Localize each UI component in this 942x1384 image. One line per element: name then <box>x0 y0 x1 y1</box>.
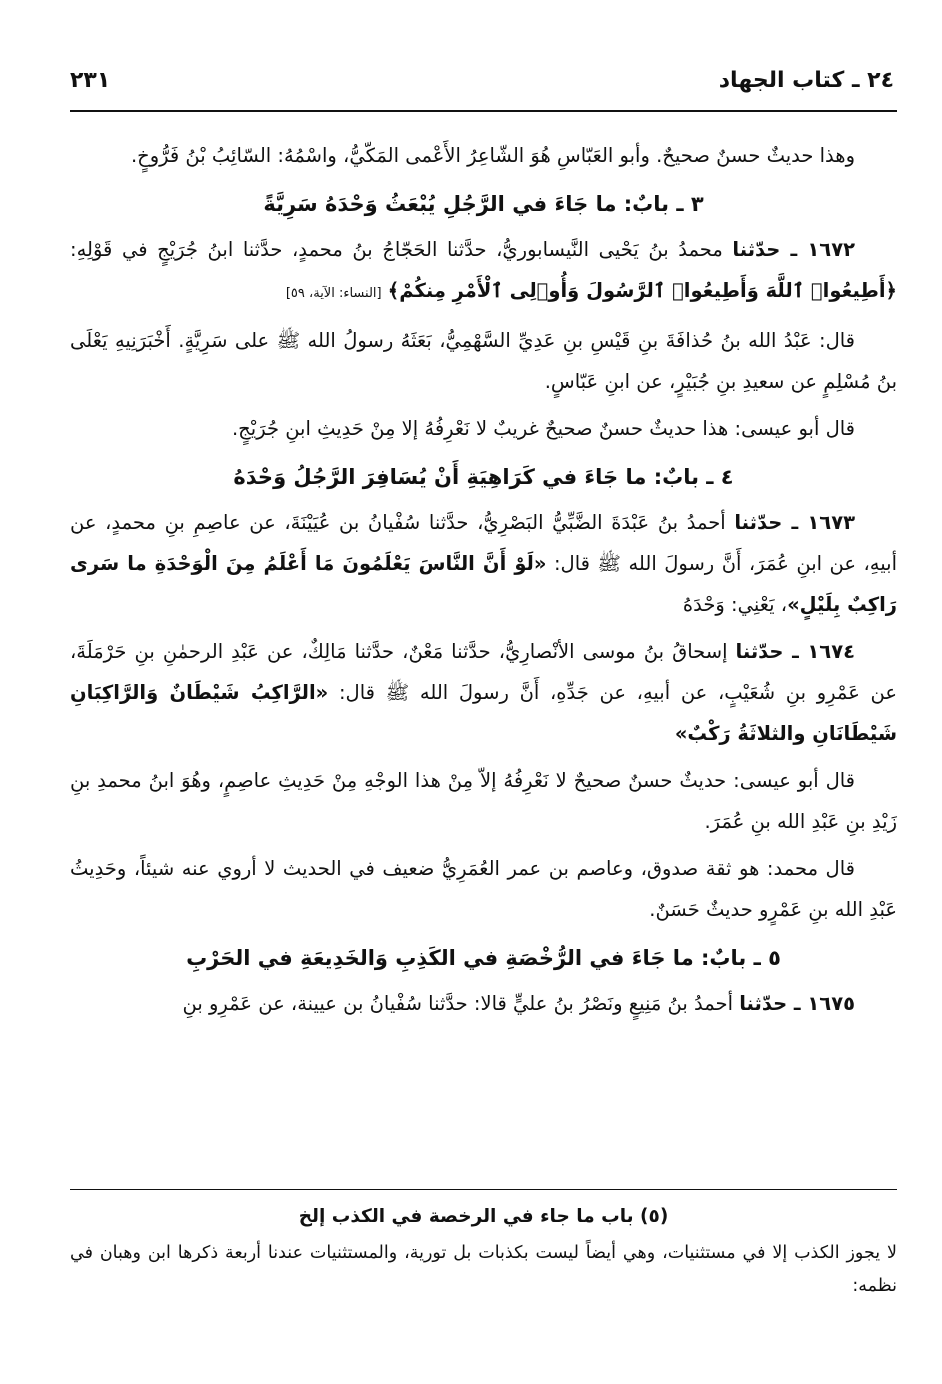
hadith-1673 <box>70 502 897 625</box>
hadith-quote: «لَوْ أَنَّ النَّاسَ يَعْلَمُونَ مَا أَعْلَمُ مِنَ الْوَحْدَةِ ما سَرى رَاكِبٌ بِلَيْلٍ» <box>70 552 897 616</box>
hadith-text: إسحاقُ بنُ موسى الأنْصارِيُّ، حدَّثنا مَعْنٌ، حدَّثنا مَالِكٌ، عن عَبْدِ الرحمٰنِ بنِ حَرْمَلَةَ، عن عَمْرِو بنِ شُعَيْبٍ، عن أبيهِ، عن جَدِّهِ، أَنَّ رسولَ الله ﷺ قال: <box>70 640 897 704</box>
header-rule <box>70 110 897 112</box>
hadith-text-end: ، يَعْنِي: وَحْدَهُ <box>682 593 788 616</box>
hadith-1674 <box>70 631 897 754</box>
hadith-1672-abu-isa: قال أبو عيسى: هذا حديثٌ حسنٌ صحيحٌ غريبٌ لا نَعْرِفُهُ إلا مِنْ حَدِيثِ ابنِ جُرَيْجٍ. <box>231 417 855 440</box>
hadith-text: أحمدُ بنُ عَبْدَةَ الضَّبِّيُّ البَصْرِيُّ، حدَّثنا سُفْيانُ بن عُيَيْنَةَ، عن عاصِمِ بنِ محمدٍ، عن أبيهِ، عن ابنِ عُمَرَ، أَنَّ رسولَ الله ﷺ قال: <box>70 511 897 575</box>
hadith-quote: «الرَّاكِبُ شَيْطَانٌ وَالرَّاكِبَانِ شَيْطَانَانِ والثلاثَةُ رَكْبٌ» <box>70 681 897 745</box>
page-header <box>70 62 894 98</box>
hadith-number: ١٦٧٢ ـ حدّثنا <box>732 238 855 261</box>
hadith-number: ١٦٧٣ ـ حدّثنا <box>734 511 856 534</box>
main-text <box>70 135 897 1030</box>
footnote-text: لا يجوز الكذب إلا في مستثنيات، وهي أيضاً ليست بكذبات بل تورية، والمستثنيات عندنا أربعة ذكرها ابن وهبان في نظمه: <box>70 1243 897 1296</box>
hadith-1674-abu-isa: قال أبو عيسى: حديثٌ حسنٌ صحيحٌ لا نَعْرِفُهُ إلاّ مِنْ هذا الوجْهِ مِنْ حَدِيثِ عاصِمٍ، وهُوَ ابنُ محمدِ بنِ زَيْدِ بنِ عَبْدِ الله بنِ عُمَرَ. <box>70 769 897 833</box>
hadith-text: محمدُ بنُ يَحْيى النَّيسابوريُّ، حدَّثنا الحَجّاجُ بنُ محمدٍ، حدَّثنا ابنُ جُرَيْجٍ في قَوْلِهِ: <box>70 238 723 261</box>
footnote-title: (٥) باب ما جاء في الرخصة في الكذب إلخ <box>298 1206 669 1227</box>
section-heading-3: ٣ ـ بابٌ: ما جَاءَ في الرَّجُلِ يُبْعَثُ وَحْدَهُ سَرِيَّةً <box>263 192 704 216</box>
chapter-title: ٢٤ ـ كتاب الجهاد <box>718 67 894 93</box>
hadith-number: ١٦٧٤ ـ حدّثنا <box>735 640 855 663</box>
hadith-1675 <box>70 983 897 1024</box>
footnote <box>70 1200 897 1303</box>
hadith-1672 <box>70 229 897 314</box>
section-heading-4: ٤ ـ بابٌ: ما جَاءَ في كَرَاهِيَةِ أَنْ يُسَافِرَ الرَّجُلُ وَحْدَهُ <box>233 465 734 489</box>
hadith-text: أحمدُ بنُ مَنِيعٍ ونَصْرُ بنُ عليٍّ قالا: حدَّثنا سُفْيانُ بن عيينة، عن عَمْرِو بنِ <box>182 992 734 1015</box>
verse-reference: [النساء: الآية، ٥٩] <box>285 286 382 301</box>
footnote-rule <box>70 1189 897 1190</box>
intro-paragraph: وهذا حديثٌ حسنٌ صحيحٌ. وأبو العَبّاسِ هُوَ الشّاعِرُ الأَعْمى المَكّيُّ، واسْمُهُ: السّائِبُ بْنُ فَرُّوخٍ. <box>130 144 855 167</box>
hadith-number: ١٦٧٥ ـ حدّثنا <box>739 992 855 1015</box>
quran-verse: ﴿أَطِيعُوا۟ ٱللَّهَ وَأَطِيعُوا۟ ٱلرَّسُولَ وَأُو۟لِى ٱلْأَمْرِ مِنكُمْ﴾ <box>387 279 897 302</box>
page-number: ٢٣١ <box>70 67 111 93</box>
hadith-1674-muhammad: قال محمد: هو ثقة صدوق، وعاصم بن عمر العُمَرِيُّ ضعيف في الحديث لا أروي عنه شيئاً، وحَدِيثُ عَبْدِ الله بنِ عَمْرٍو حديثٌ حَسَنٌ. <box>70 857 897 921</box>
section-heading-5: ٥ ـ بابٌ: ما جَاءَ في الرُّخْصَةِ في الكَذِبِ وَالخَدِيعَةِ في الحَرْبِ <box>186 946 781 970</box>
hadith-1672-commentary: قال: عَبْدُ الله بنُ حُذافَةَ بنِ قَيْسِ بنِ عَدِيِّ السَّهْمِيُّ، بَعَثَهُ رسولُ الله ﷺ على سَرِيَّةٍ. أَخْبَرَنِيهِ يَعْلَى بنُ مُسْلِمٍ عن سعيدِ بنِ جُبَيْرٍ، عن ابنِ عَبّاسٍ. <box>70 329 897 393</box>
